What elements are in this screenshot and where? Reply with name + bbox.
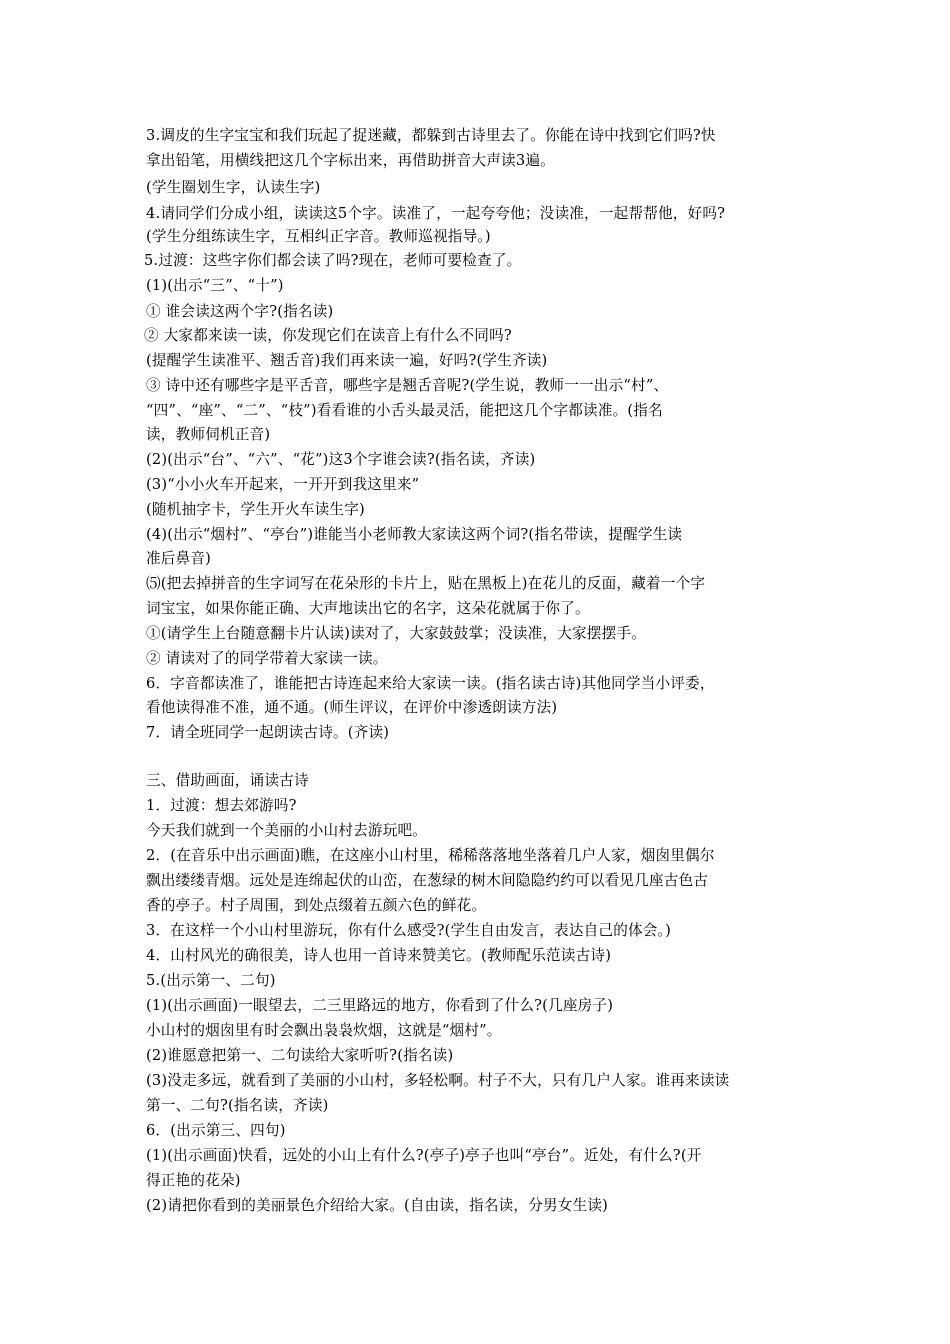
section-heading: 三、借助画面，诵读古诗 [146,772,309,789]
text-line: 5.(出示第一、二句) [146,972,276,989]
text-line: 3．在这样一个小山村里游玩，你有什么感受?(学生自由发言，表达自己的体会。) [146,922,671,939]
text-line: 1．过渡：想去郊游吗? [146,797,297,814]
text-line: 4．山村风光的确很美，诗人也用一首诗来赞美它。(教师配乐范读古诗) [146,947,612,964]
text-line: (提醒学生读准平、翘舌音)我们再来读一遍，好吗?(学生齐读) [146,352,548,369]
text-line: 2．(在音乐中出示画面)瞧，在这座小山村里，稀稀落落地坐落着几户人家，烟囱里偶尔 [146,847,715,864]
text-line: ⑸(把去掉拼音的生字词写在花朵形的卡片上，贴在黑板上)在花儿的反面，藏着一个字 [146,575,706,592]
text-line: 得正艳的花朵) [146,1172,241,1189]
text-line: (学生分组练读生字，互相纠正字音。教师巡视指导。) [146,228,491,245]
text-line: (2)谁愿意把第一、二句读给大家听听?(指名读) [146,1047,454,1064]
text-line: (学生圈划生字，认读生字) [146,179,321,196]
text-line: 4.请同学们分成小组，读读这5个字。读准了，一起夸夸他；没读准，一起帮帮他，好吗? [146,205,726,222]
text-line: (2)请把你看到的美丽景色介绍给大家。(自由读，指名读，分男女生读) [146,1197,609,1214]
text-line: 6．字音都读准了，谁能把古诗连起来给大家读一读。(指名读古诗)其他同学当小评委， [146,675,715,692]
text-line: 读，教师伺机正音) [146,426,271,443]
text-line: “四”、“座”、“二”、“枝”)看看谁的小舌头最灵活，能把这几个字都读准。(指名 [146,402,663,419]
text-line: ① 谁会读这两个字?(指名读) [146,303,334,320]
text-line: 6．(出示第三、四句) [146,1122,286,1139]
text-line: 小山村的烟囱里有时会飘出袅袅炊烟，这就是“烟村”。 [146,1022,502,1039]
text-line: 词宝宝，如果你能正确、大声地读出它的名字，这朵花就属于你了。 [146,600,590,617]
text-line: 第一、二句?(指名读，齐读) [146,1097,329,1114]
text-line: 看他读得准不准，通不通。(师生评议，在评价中渗透朗读方法) [146,699,558,716]
text-line: ② 请读对了的同学带着大家读一读。 [146,650,388,667]
text-line: (1)(出示画面)快看，远处的小山上有什么?(亭子)亭子也叫“亭台”。近处，有什么?(开 [146,1147,702,1164]
text-line: ② 大家都来读一读，你发现它们在读音上有什么不同吗? [144,327,512,344]
text-line: 5.过渡：这些字你们都会读了吗?现在，老师可要检查了。 [144,252,522,269]
text-line: 今天我们就到一个美丽的小山村去游玩吧。 [146,822,428,839]
text-line: ③ 诗中还有哪些字是平舌音，哪些字是翘舌音呢?(学生说，教师一一出示“村”、 [146,377,669,394]
text-line: 飘出缕缕青烟。远处是连绵起伏的山峦，在葱绿的树木间隐隐约约可以看见几座古色古 [146,872,709,889]
text-line: 3.调皮的生字宝宝和我们玩起了捉迷藏，都躲到古诗里去了。你能在诗中找到它们吗?快 [146,127,716,144]
text-line: (2)(出示“台”、“六”、“花”)这3个字谁会读?(指名读，齐读) [146,451,536,468]
text-line: (1)(出示“三”、“十”) [146,277,284,294]
text-line: (3)“小小火车开起来，一开开到我这里来” [146,476,420,493]
text-line: 拿出铅笔，用横线把这几个字标出来，再借助拼音大声读3遍。 [146,152,555,169]
text-line: (随机抽字卡，学生开火车读生字) [146,501,365,518]
text-line: (4)(出示“烟村”、“亭台”)谁能当小老师教大家读这两个词?(指名带读，提醒学生读 [146,526,683,543]
text-line: 准后鼻音) [146,550,212,567]
text-line: 香的亭子。村子周围，到处点缀着五颜六色的鲜花。 [146,897,487,914]
text-line: (3)没走多远，就看到了美丽的小山村，多轻松啊。村子不大，只有几户人家。谁再来读读 [146,1072,730,1089]
text-line: 7．请全班同学一起朗读古诗。(齐读) [146,724,390,741]
text-line: (1)(出示画面)一眼望去，二三里路远的地方，你看到了什么?(几座房子) [146,997,614,1014]
text-line: ①(请学生上台随意翻卡片认读)读对了，大家鼓鼓掌；没读准，大家摆摆手。 [146,625,646,642]
